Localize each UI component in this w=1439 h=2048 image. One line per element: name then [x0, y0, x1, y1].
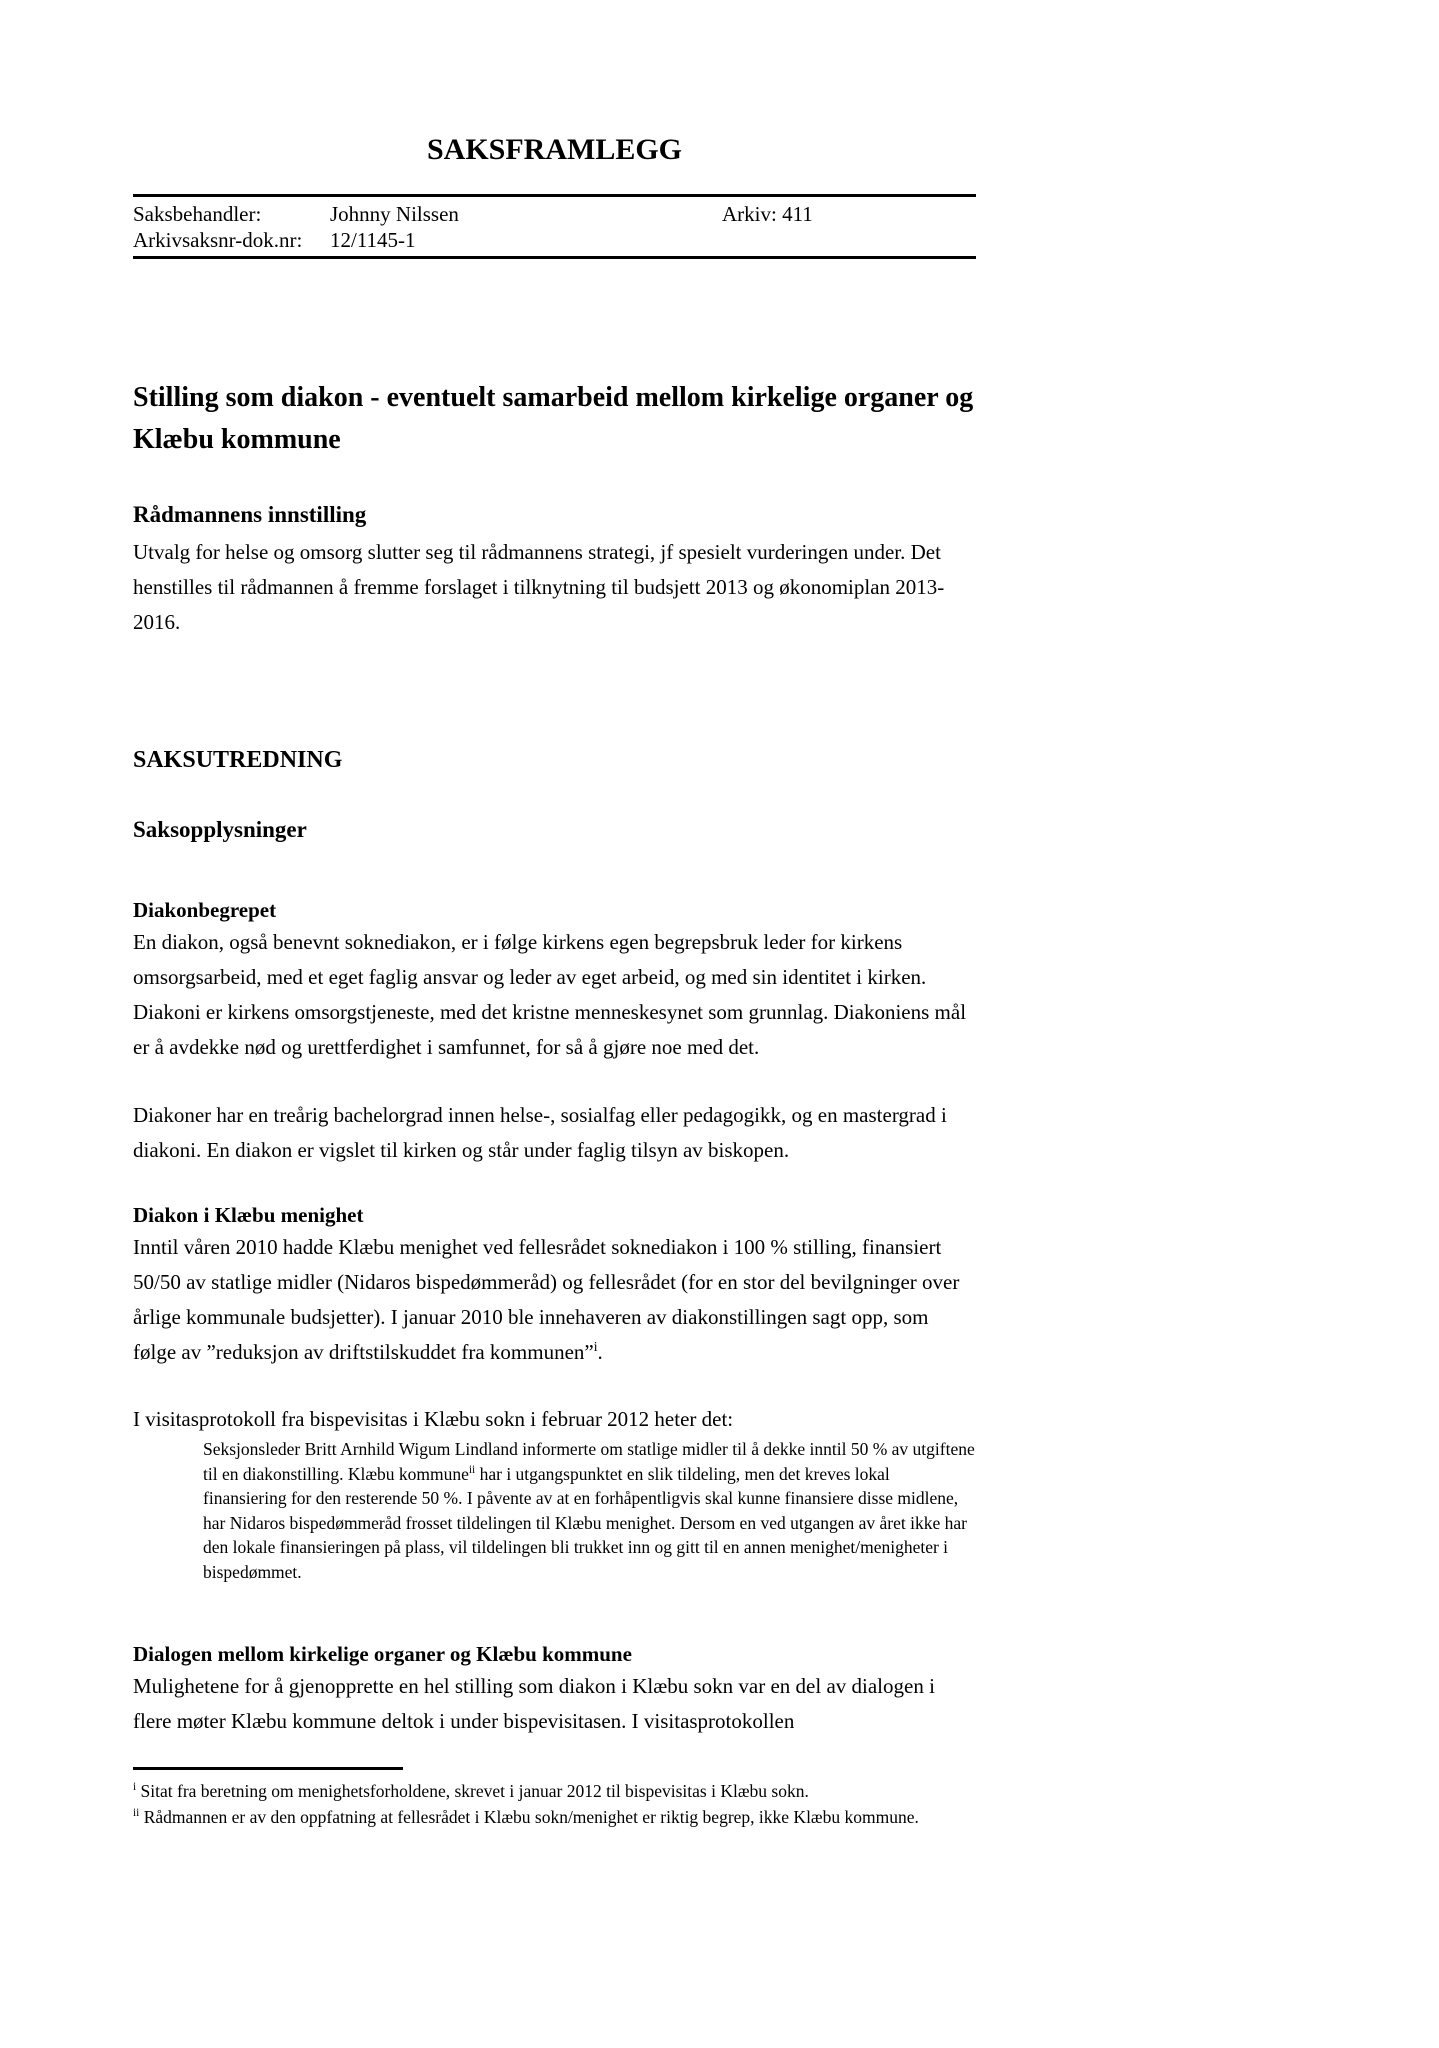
- saksutredning-heading: SAKSUTREDNING: [133, 747, 343, 773]
- footnote-text: Sitat fra beretning om menighetsforholdene, skrevet i januar 2012 til bispevisitas i Klæbu sokn.: [136, 1781, 809, 1801]
- dialogen-heading: Dialogen mellom kirkelige organer og Klæbu kommune: [133, 1642, 632, 1666]
- footnote-text: Rådmannen er av den oppfatning at fellesrådet i Klæbu sokn/menighet er riktig begrep, ikke Klæbu kommune.: [139, 1807, 919, 1827]
- footnote-marker-i: i: [133, 1781, 137, 1794]
- case-title: Stilling som diakon - eventuelt samarbeid mellom kirkelige organer og Klæbu kommune: [133, 382, 974, 455]
- arkivsaksnr-label: Arkivsaksnr-dok.nr:: [133, 228, 303, 252]
- meta-row-arkivsaksnr: [133, 227, 976, 253]
- blockquote-text: Seksjonsleder Britt Arnhild Wigum Lindland informerte om statlige midler til å dekke inntil 50 % av utgiftene til en diakonstilling. Klæbu kommune: [203, 1439, 975, 1484]
- saksbehandler-label: Saksbehandler:: [133, 202, 262, 226]
- header-divider-top: [133, 194, 976, 197]
- footnote-marker-ii: ii: [133, 1807, 140, 1820]
- document-title: SAKSFRAMLEGG: [426, 133, 683, 166]
- paragraph-text: Inntil våren 2010 hadde Klæbu menighet ved fellesrådet soknediakon i 100 % stilling, finansiert 50/50 av statlige midler (Nidaros bispedømmeråd) og fellesrådet (for en stor del bevilgninger over årlige kommunale budsjetter). I januar 2010 ble innehaveren av diakonstillingen sagt opp, som følge av ”reduksjon av driftstilskuddet fra kommunen”: [133, 1235, 960, 1364]
- arkivsaksnr-value: 12/1145-1: [330, 228, 416, 252]
- visitas-intro-paragraph: I visitasprotokoll fra bispevisitas i Klæbu sokn i februar 2012 heter det:: [133, 1407, 734, 1431]
- diakon-klaebu-heading: Diakon i Klæbu menighet: [133, 1203, 364, 1227]
- meta-row-saksbehandler: [133, 201, 976, 227]
- case-meta-table: [133, 201, 976, 253]
- header-divider-bottom: [133, 256, 976, 259]
- footnote-ref-i: i: [593, 1339, 598, 1354]
- document-content: [133, 0, 976, 1830]
- footnote-ii: [133, 1804, 976, 1830]
- saksbehandler-value: Johnny Nilssen: [330, 202, 459, 226]
- saksopplysninger-heading: Saksopplysninger: [133, 817, 307, 842]
- footnote-separator: [133, 1767, 403, 1770]
- innstilling-paragraph: Utvalg for helse og omsorg slutter seg til rådmannens strategi, jf spesielt vurderingen under. Det henstilles til rådmannen å fremme forslaget i tilknytning til budsjett 2013 og økonomiplan 2013-2016.: [133, 540, 945, 634]
- diakonbegrepet-heading: Diakonbegrepet: [133, 898, 277, 922]
- footnote-i: [133, 1778, 976, 1804]
- diakonbegrepet-paragraph-1: En diakon, også benevnt soknediakon, er i følge kirkens egen begrepsbruk leder for kirkens omsorgsarbeid, med et eget faglig ansvar og leder av eget arbeid, og med sin identitet i kirken. Diakoni er kirkens omsorgstjeneste, med det kristne menneskesynet som grunnlag. Diakoniens mål er å avdekke nød og urettferdighet i samfunnet, for så å gjøre noe med det.: [133, 930, 967, 1059]
- footnote-ref-ii: ii: [468, 1463, 476, 1476]
- arkiv-value: Arkiv: 411: [722, 202, 813, 226]
- dialogen-paragraph: Mulighetene for å gjenopprette en hel stilling som diakon i Klæbu sokn var en del av dialogen i flere møter Klæbu kommune deltok i under bispevisitasen. I visitasprotokollen: [133, 1674, 935, 1733]
- diakon-klaebu-paragraph: [133, 1230, 976, 1370]
- diakonbegrepet-paragraph-2: Diakoner har en treårig bachelorgrad innen helse-, sosialfag eller pedagogikk, og en mastergrad i diakoni. En diakon er vigslet til kirken og står under faglig tilsyn av biskopen.: [133, 1103, 947, 1162]
- paragraph-text: .: [597, 1340, 603, 1364]
- innstilling-heading: Rådmannens innstilling: [133, 502, 367, 527]
- visitas-blockquote: [203, 1437, 976, 1584]
- footnotes-section: [133, 1778, 976, 1830]
- blockquote-text: har i utgangspunktet en slik tildeling, men det kreves lokal finansiering for den resterende 50 %. I påvente av at en forhåpentligvis skal kunne finansiere disse midlene, har Nidaros bispedømmeråd frosset tildelingen til Klæbu menighet. Dersom en ved utgangen av året ikke har den lokale finansieringen på plass, vil tildelingen bli trukket inn og gitt til en annen menighet/menigheter i bispedømmet.: [203, 1463, 967, 1582]
